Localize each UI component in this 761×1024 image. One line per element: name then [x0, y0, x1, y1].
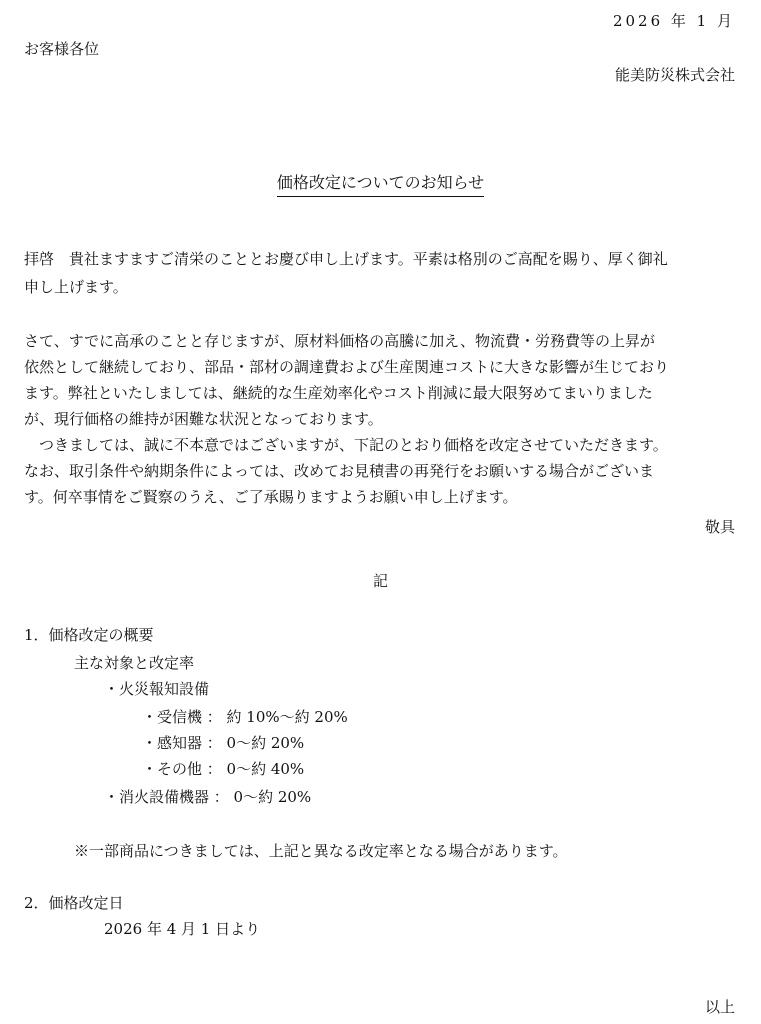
body-line-4: が、現行価格の維持が困難な状況となっております。: [24, 410, 383, 428]
recipient: お客様各位: [24, 40, 100, 58]
section2-heading: 2．価格改定日: [24, 894, 124, 912]
document-title: 価格改定についてのお知らせ: [277, 170, 484, 197]
document-date: 2026 年 1 月: [612, 12, 735, 30]
body-line-5: つきましては、誠に不本意ではございますが、下記のとおり価格を改定させていただきます。: [24, 436, 668, 454]
body-line-2: 依然として継続しており、部品・部材の調達費および生産関連コストに大きな影響が生じており: [24, 358, 670, 376]
greeting-line-2: 申し上げます。: [24, 278, 128, 296]
category-extinguishing: ・消火設備機器 ： 0～約 20%: [104, 788, 312, 806]
body-line-3: ます。弊社といたしましては、継続的な生産効率化やコスト削減に最大限努めてまいりました: [24, 384, 653, 402]
body-line-7: す。何卒事情をご賢察のうえ、ご了承賜りますようお願い申し上げます。: [24, 488, 518, 506]
section1-heading: 1．価格改定の概要: [24, 626, 154, 644]
body-line-1: さて、すでに高承のことと存じますが、原材料価格の高騰に加え、物流費・労務費等の上昇が: [24, 332, 656, 350]
body-line-6: なお、取引条件や納期条件によっては、改めてお見積書の再発行をお願いする場合がございま: [24, 462, 655, 480]
section1-subheading: 主な対象と改定率: [74, 654, 195, 672]
rate-item-other: ・その他 ： 0～約 40%: [142, 760, 305, 778]
greeting-line-1: 拝啓 貴社ますますご清栄のこととお慶び申し上げます。平素は格別のご高配を賜り、厚く御礼: [24, 250, 668, 268]
rate-item-receiver: ・受信機 ： 約 10%～約 20%: [142, 708, 348, 726]
rate-item-detector: ・感知器 ： 0～約 20%: [142, 734, 305, 752]
category-fire-alarm: ・火災報知設備: [104, 680, 210, 698]
document-title-wrapper: [0, 170, 761, 197]
rate-note: ※一部商品につきましては、上記と異なる改定率となる場合があります。: [74, 842, 568, 860]
end-ijou: 以上: [704, 998, 735, 1016]
closing-keigu: 敬具: [704, 518, 735, 536]
ki-heading: 記: [372, 572, 388, 590]
company-name: 能美防災株式会社: [614, 66, 735, 84]
revision-date: 2026 年 4 月 1 日より: [104, 920, 261, 938]
